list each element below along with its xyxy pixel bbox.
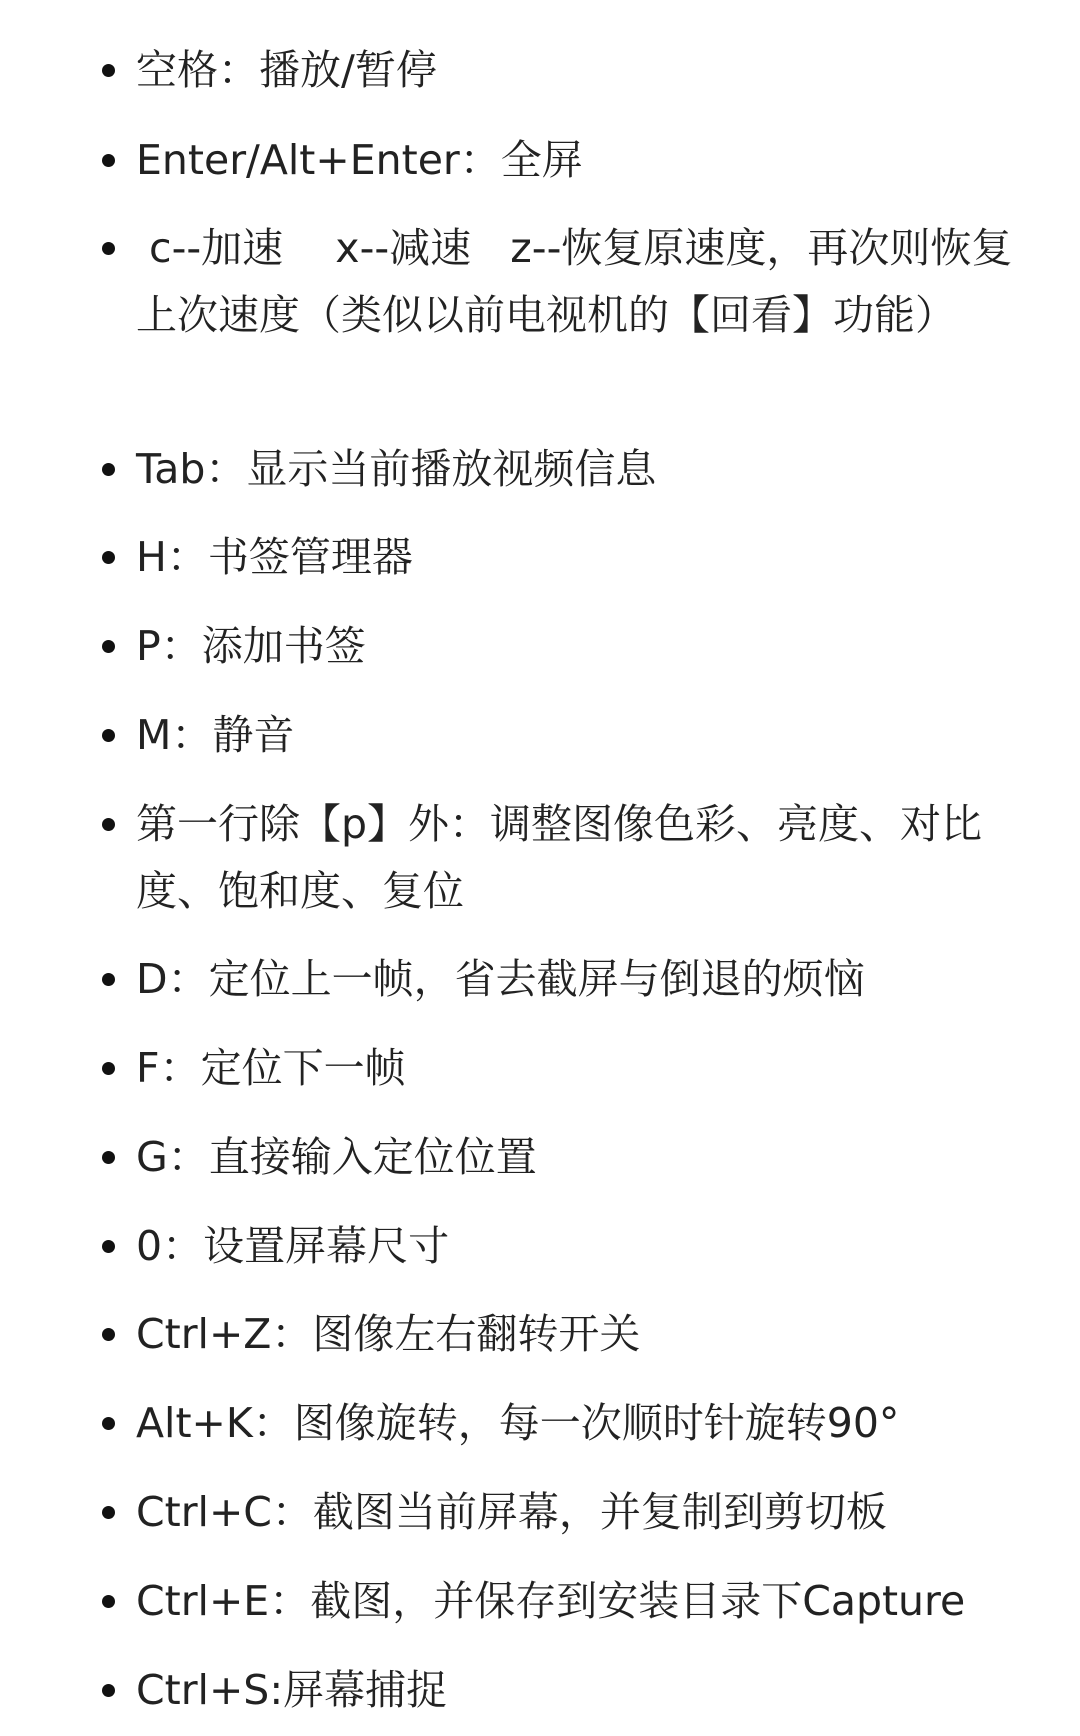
bullet-icon	[102, 1595, 115, 1608]
shortcut-text: c--加速 x--减速 z--恢复原速度，再次则恢复上次速度（类似以前电视机的【回看】功能）	[136, 224, 1013, 339]
shortcut-text: P：添加书签	[136, 622, 366, 670]
list-item	[136, 1568, 1026, 1635]
list-item	[136, 946, 1026, 1013]
shortcut-text: Enter/Alt+Enter：全屏	[136, 136, 583, 184]
bullet-icon	[102, 1417, 115, 1430]
shortcut-text: 空格：播放/暂停	[136, 46, 437, 94]
bullet-icon	[102, 1240, 115, 1253]
shortcut-text: M：静音	[136, 711, 295, 759]
shortcut-text: D：定位上一帧，省去截屏与倒退的烦恼	[136, 955, 865, 1003]
bullet-icon	[102, 463, 115, 476]
bullet-icon	[102, 729, 115, 742]
shortcut-text: Ctrl+C：截图当前屏幕，并复制到剪切板	[136, 1488, 887, 1536]
shortcut-text: G：直接输入定位位置	[136, 1133, 537, 1181]
bullet-icon	[102, 640, 115, 653]
list-item	[136, 524, 1026, 591]
list-item	[136, 1301, 1026, 1368]
list-item	[136, 37, 1026, 104]
bullet-icon	[102, 551, 115, 564]
list-item	[136, 791, 1026, 925]
bullet-icon	[102, 973, 115, 986]
bullet-icon	[102, 818, 115, 831]
list-item	[136, 1035, 1026, 1102]
bullet-icon	[102, 154, 115, 167]
bullet-icon	[102, 1328, 115, 1341]
list-item	[136, 1390, 1026, 1457]
shortcut-text: F：定位下一帧	[136, 1044, 406, 1092]
list-item	[136, 127, 1026, 194]
list-item	[136, 215, 1026, 349]
bullet-icon	[102, 242, 115, 255]
list-item	[136, 1657, 1026, 1724]
list-item	[136, 436, 1026, 503]
shortcut-text: Ctrl+S:屏幕捕捉	[136, 1666, 448, 1714]
shortcut-text: Ctrl+E：截图，并保存到安装目录下Capture	[136, 1577, 966, 1625]
list-item	[136, 1479, 1026, 1546]
shortcut-text: Tab：显示当前播放视频信息	[136, 445, 657, 493]
list-item	[136, 702, 1026, 769]
shortcut-text: 第一行除【p】外：调整图像色彩、亮度、对比度、饱和度、复位	[136, 800, 983, 915]
bullet-icon	[102, 1151, 115, 1164]
bullet-icon	[102, 1506, 115, 1519]
list-item	[136, 1213, 1026, 1280]
list-item	[136, 1124, 1026, 1191]
bullet-icon	[102, 1684, 115, 1697]
shortcut-text: H：书签管理器	[136, 533, 413, 581]
shortcut-text: 0：设置屏幕尺寸	[136, 1222, 450, 1270]
shortcut-text: Ctrl+Z：图像左右翻转开关	[136, 1310, 641, 1358]
shortcut-text: Alt+K：图像旋转，每一次顺时针旋转90°	[136, 1399, 900, 1447]
list-item	[136, 613, 1026, 680]
bullet-icon	[102, 1062, 115, 1075]
bullet-icon	[102, 64, 115, 77]
